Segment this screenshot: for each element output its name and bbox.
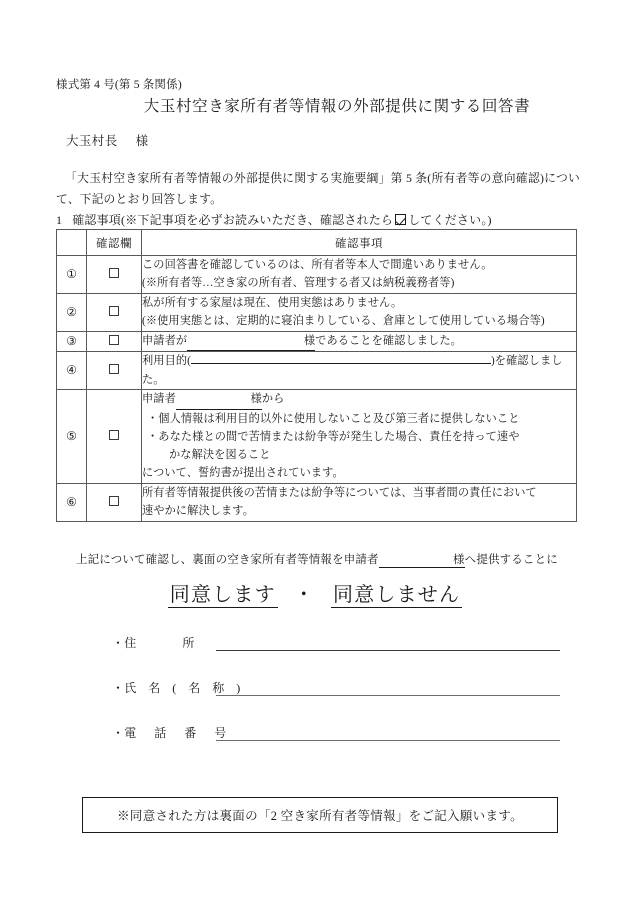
consent-choice-group [0,578,630,607]
empty-checkbox-icon[interactable] [109,335,119,345]
column-header-item: 確認事項 [142,230,577,256]
row-number: ③ [57,331,87,351]
row-line: この回答書を確認しているのは、所有者等本人で間違いありません。 [142,259,493,271]
section1-heading [56,211,492,228]
section1-number: 1 [56,213,63,227]
consent-applicant-blank[interactable]: 様 [379,551,465,568]
empty-checkbox-icon[interactable] [109,430,119,440]
row-suffix: )を確認しました。 [142,355,563,386]
tel-label-text: 電 話 番 号 [124,726,234,740]
row-bullet-list [142,410,576,464]
checked-checkbox-icon [395,214,406,225]
row-checkbox-cell[interactable] [87,352,142,390]
row-line: (※使用実態とは、定期的に寝泊まりしている、倉庫として使用している場合等) [142,315,545,328]
row-number: ⑥ [57,483,87,521]
row-checkbox-cell[interactable] [87,331,142,351]
row-content [142,331,577,351]
consent-agree-option[interactable]: 同意します [169,584,276,606]
consent-separator: ・ [293,584,315,606]
row-content [142,483,577,521]
consent-statement-prefix: 上記について確認し、裏面の空き家所有者等情報を申請者 [76,554,379,566]
row-content [142,256,577,294]
address-field-row [112,634,560,651]
field-bullet: ・ [112,681,125,695]
purpose-blank[interactable] [191,363,491,364]
row-content [142,390,577,483]
table-row [57,390,577,483]
row-number: ⑤ [57,390,87,483]
tel-field-row [112,724,560,741]
list-item: ・個人情報は利用目的以外に使用しないこと及び第三者に提供しないこと [147,412,520,425]
row-checkbox-cell[interactable] [87,390,142,483]
table-header-row [57,230,577,256]
applicant-name-blank[interactable]: 様 [176,390,262,409]
row-line: 所有者等情報提供後の苦情または紛争等については、当事者間の責任において [142,486,537,499]
field-bullet: ・ [112,726,125,740]
consent-statement-suffix: へ提供することに [464,554,558,566]
name-label [112,679,245,696]
address-label [112,634,216,651]
name-field-row [112,679,560,696]
intro-paragraph [56,168,580,209]
row-prefix: 利用目的( [142,355,191,368]
row-number: ① [57,256,87,294]
name-input[interactable] [216,682,560,696]
row-number: ② [57,293,87,331]
row-line: 私が所有する家屋は現在、使用実態はありません。 [142,296,403,309]
row-checkbox-cell[interactable] [87,293,142,331]
addressee-name: 大玉村長 [66,134,118,148]
name-label-text: 氏 名 ( 名 称 ) [124,681,245,695]
form-number: 様式第 4 号(第 5 条関係) [56,79,182,91]
column-header-no [57,230,87,256]
row-content [142,293,577,331]
row-prefix: 申請者が [142,334,188,347]
row-lead-line [142,390,576,409]
row-checkbox-cell[interactable] [87,483,142,521]
table-row [57,483,577,521]
column-header-check: 確認欄 [87,230,142,256]
section1-heading-before: 確認事項(※下記事項を必ずお読みいただき、確認されたら [72,213,394,227]
bottom-notice-box [82,797,558,833]
consent-disagree-option[interactable]: 同意しません [333,584,461,606]
list-item-continuation: かな解決を図ること [169,449,271,462]
section1-heading-after: してください。) [408,213,492,227]
addressee-line [66,131,149,149]
table-row [57,256,577,294]
row-lead-suffix: から [261,393,285,406]
tel-input[interactable] [216,727,560,741]
row-checkbox-cell[interactable] [87,256,142,294]
table-row [57,352,577,390]
row-content [142,352,577,390]
page-title: 大玉村空き家所有者等情報の外部提供に関する回答書 [143,98,531,115]
empty-checkbox-icon[interactable] [109,364,119,374]
address-label-text-2: 所 [182,636,195,650]
row-tail: について、誓約書が提出されています。 [142,467,344,480]
consent-statement [76,551,558,568]
row-number: ④ [57,352,87,390]
row-suffix: であることを確認しました。 [315,334,462,347]
applicant-name-blank[interactable]: 様 [187,332,315,351]
intro-text: 「大玉村空き家所有者等情報の外部提供に関する実施要綱」第 5 条(所有者等の意向確認)について、下記のとおり回答します。 [56,171,580,206]
empty-checkbox-icon[interactable] [109,268,119,278]
row-line: 速やかに解決します。 [142,505,254,518]
empty-checkbox-icon[interactable] [109,306,119,316]
address-label-text-1: 住 [124,636,137,650]
row-line: (※所有者等…空き家の所有者、管理する者又は納税義務者等) [142,277,455,290]
empty-checkbox-icon[interactable] [109,496,119,506]
row-lead-prefix: 申請者 [142,393,176,406]
address-input[interactable] [216,637,560,651]
list-item-line: ・あなた様との間で苦情または紛争等が発生した場合、責任を持って速や [147,431,520,444]
table-row [57,293,577,331]
addressee-honorific: 様 [135,134,149,148]
tel-label [112,724,234,741]
bottom-notice-text: ※同意された方は裏面の「2 空き家所有者等情報」をご記入願います。 [117,809,523,823]
table-row [57,331,577,351]
confirmation-table [56,229,577,522]
field-bullet: ・ [112,636,125,650]
list-item [142,428,576,464]
